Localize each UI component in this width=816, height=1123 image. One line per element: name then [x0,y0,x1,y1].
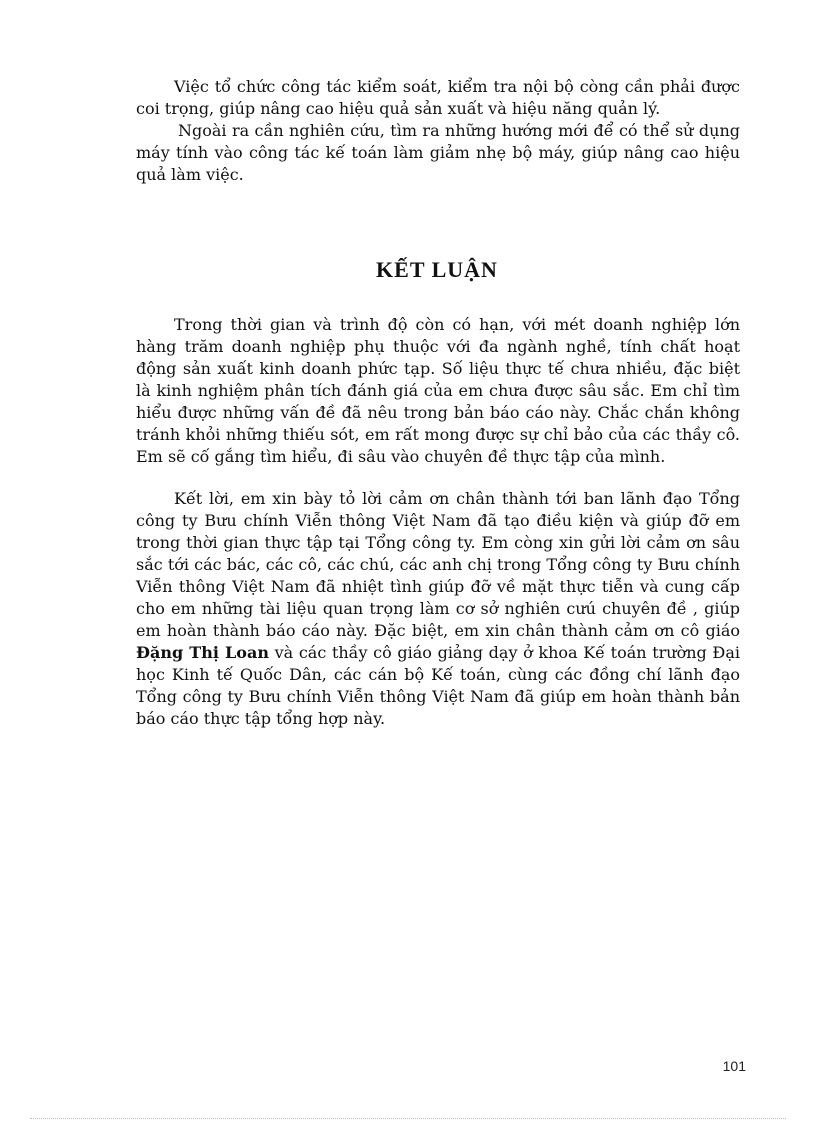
conclusion-paragraph: Trong thời gian và trình độ còn có hạn, với mét doanh nghiệp lớn hàng trăm doanh nghiệp phụ thuộc với đa ngành nghề, tính chất hoạt động sản xuất kinh doanh phức tạp. Số liệu thực tế chưa nhiều, đặc biệt là kinh nghiệm phân tích đánh giá của em chưa được sâu sắc. Em chỉ tìm hiểu được những vấn đề đã nêu trong bản báo cáo này. Chắc chắn không tránh khỏi những thiếu sót, em rất mong được sự chỉ bảo của các thầy cô. Em sẽ cố gắng tìm hiểu, đi sâu vào chuyên đề thực tập của mình. [136,315,740,466]
teacher-name: Đặng Thị Loan [136,643,269,662]
conclusion-heading: KẾT LUẬN [376,257,498,282]
page-bottom-divider [30,1118,786,1119]
intro-paragraph-1: Việc tổ chức công tác kiểm soát, kiểm tra nội bộ còng cần phải được coi trọng, giúp nâng cao hiệu quả sản xuất và hiệu năng quản lý. [136,77,740,118]
conclusion-section [136,314,740,468]
acknowledgement-section [136,488,740,730]
acknowledgement-paragraph [136,488,740,730]
intro-paragraph-2: Ngoài ra cần nghiên cứu, tìm ra những hướng mới để có thể sử dụng máy tính vào công tác kế toán làm giảm nhẹ bộ máy, giúp nâng cao hiệu quả làm việc. [136,121,740,184]
acknowledgement-text-before-name: Kết lời, em xin bày tỏ lời cảm ơn chân thành tới ban lãnh đạo Tổng công ty Bưu chính Viễn thông Việt Nam đã tạo điều kiện và giúp đỡ em trong thời gian thực tập tại Tổng công ty. Em còng xin gửi lời cảm ơn sâu sắc tới các bác, các cô, các chú, các anh chị trong Tổng công ty Bưu chính Viễn thông Việt Nam đã nhiệt tình giúp đỡ về mặt thực tiễn và cung cấp cho em những tài liệu quan trọng làm cơ sở nghiên cưú chuyên đề , giúp em hoàn thành báo cáo này. Đặc biệt, em xin chân thành cảm ơn cô giáo [136,489,740,640]
intro-section [136,76,740,186]
page-number: 101 [722,1058,746,1074]
acknowledgement-text-after-name: và các thầy cô giáo giảng dạy ở khoa Kế toán trường Đại học Kinh tế Quốc Dân, các cán bộ Kế toán, cùng các đồng chí lãnh đạo Tổng công ty Bưu chính Viễn thông Việt Nam đã giúp em hoàn thành bản báo cáo thực tập tổng hợp này. [136,643,740,728]
